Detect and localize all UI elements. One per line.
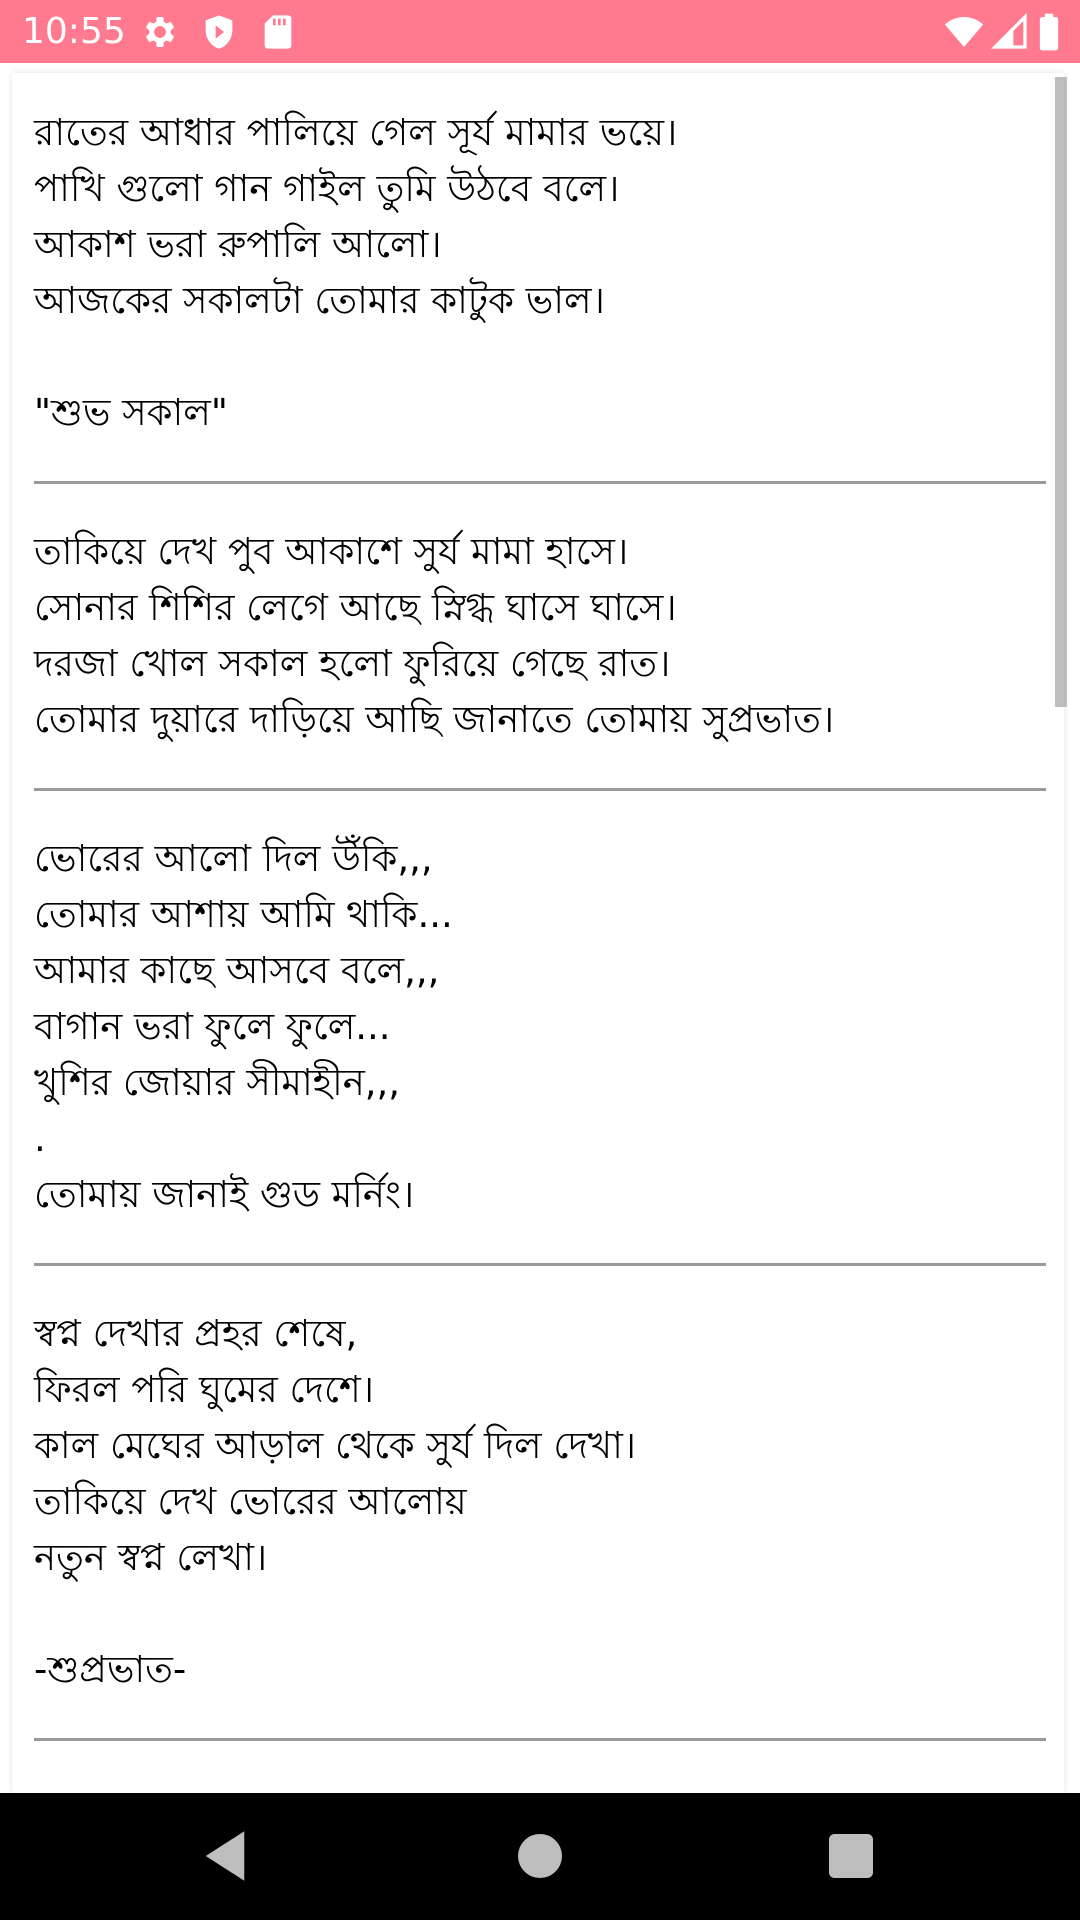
- navigation-bar: [0, 1793, 1080, 1920]
- poem-divider: [34, 481, 1046, 484]
- poem-line: .: [34, 1117, 46, 1160]
- home-icon[interactable]: [507, 1823, 573, 1889]
- shield-icon: [199, 12, 239, 52]
- back-icon[interactable]: [192, 1823, 258, 1889]
- poem-line: আমার কাছে আসবে বলে,,,: [34, 949, 440, 992]
- poem-line: ভোরের আলো দিল উঁকি,,,: [34, 837, 433, 880]
- poem-line: খুশির জোয়ার সীমাহীন,,,: [34, 1061, 401, 1104]
- poem-line: তাকিয়ে দেখ ভোরের আলোয়: [34, 1480, 467, 1523]
- poem-line: আজকের সকালটা তোমার কাটুক ভাল।: [34, 279, 605, 322]
- signal-icon: [990, 12, 1030, 52]
- poem-line: তোমার আশায় আমি থাকি...: [34, 893, 453, 936]
- poem-line: আকাশ ভরা রুপালি আলো।: [34, 223, 442, 266]
- recents-icon[interactable]: [818, 1823, 884, 1889]
- sd-card-icon: [258, 12, 298, 52]
- poem-line: কাল মেঘের আড়াল থেকে সুর্য দিল দেখা।: [34, 1424, 637, 1467]
- poem-line: তোমার দুয়ারে দাড়িয়ে আছি জানাতে তোমায় সুপ্রভাত।: [34, 698, 835, 741]
- battery-icon: [1034, 12, 1064, 52]
- poem-scroll-view[interactable]: [12, 73, 1064, 1793]
- poem-divider: [34, 1263, 1046, 1266]
- poem-item[interactable]: [34, 1306, 1044, 1698]
- poem-line: দরজা খোল সকাল হলো ফুরিয়ে গেছে রাত।: [34, 642, 671, 685]
- wifi-icon: [942, 12, 986, 52]
- poem-line: বাগান ভরা ফুলে ফুলে...: [34, 1005, 391, 1048]
- poem-divider: [34, 1738, 1046, 1741]
- status-bar: [0, 0, 1080, 63]
- gear-icon: [140, 12, 180, 52]
- poem-item[interactable]: [34, 105, 1044, 441]
- poem-list: [34, 105, 1044, 1781]
- poem-line: ফিরল পরি ঘুমের দেশে।: [34, 1368, 374, 1411]
- poem-line: রাতের আধার পালিয়ে গেল সূর্য মামার ভয়ে।: [34, 111, 678, 154]
- poem-line: তোমায় জানাই গুড মর্নিং।: [34, 1173, 415, 1216]
- poem-line: [34, 329, 1044, 385]
- poem-divider: [34, 788, 1046, 791]
- poem-line: তাকিয়ে দেখ পুব আকাশে সুর্য মামা হাসে।: [34, 530, 629, 573]
- poem-line: [34, 1586, 1044, 1642]
- poem-line: "শুভ সকাল": [34, 391, 228, 434]
- scrollbar-thumb[interactable]: [1055, 77, 1067, 707]
- poem-line: সোনার শিশির লেগে আছে স্নিগ্ধ ঘাসে ঘাসে।: [34, 586, 677, 629]
- poem-line: নতুন স্বপ্ন লেখা।: [34, 1536, 268, 1579]
- poem-line: স্বপ্ন দেখার প্রহর শেষে,: [34, 1312, 358, 1355]
- poem-line: পাখি গুলো গান গাইল তুমি উঠবে বলে।: [34, 167, 620, 210]
- poem-line: -শুপ্রভাত-: [34, 1648, 187, 1691]
- poem-item[interactable]: [34, 524, 1044, 748]
- status-time: 10:55: [22, 11, 126, 52]
- poem-item[interactable]: [34, 831, 1044, 1223]
